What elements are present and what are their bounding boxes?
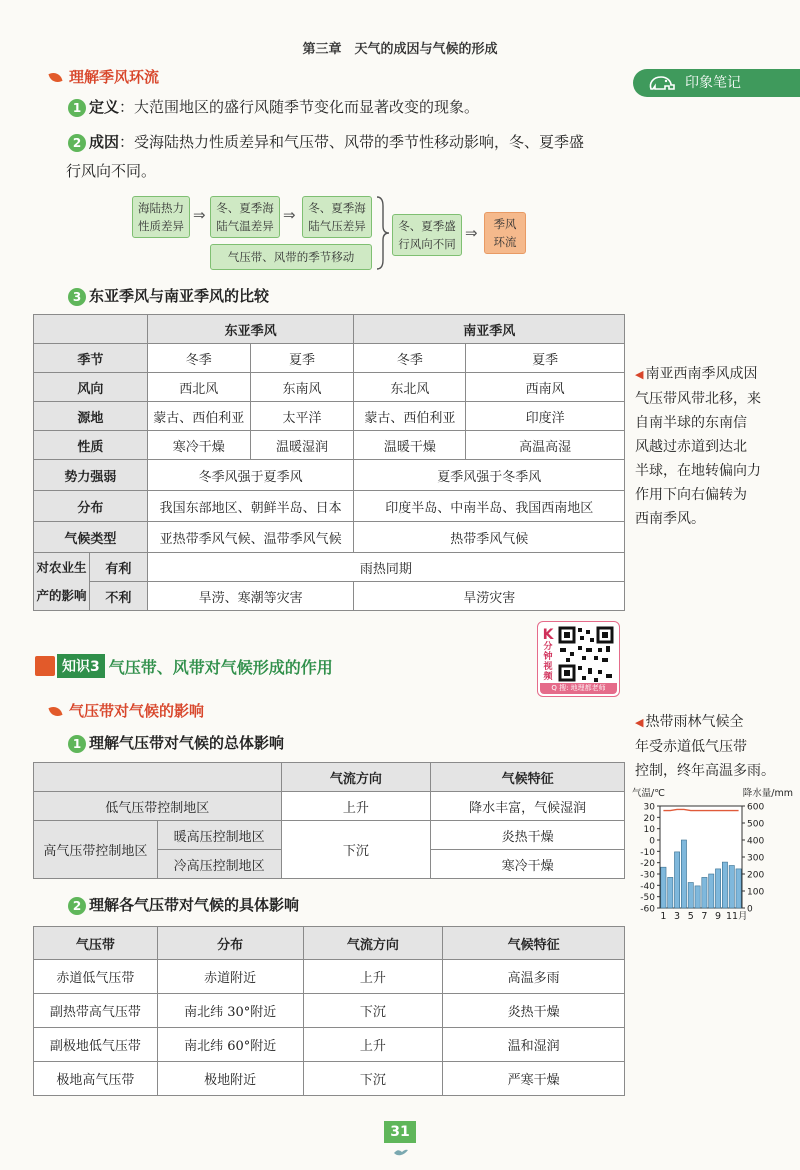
table-row [34, 792, 625, 821]
table-corner [34, 763, 282, 792]
number-badge: 1 [68, 735, 86, 753]
comparison-label: 东亚季风与南亚季风的比较 [89, 287, 270, 305]
table-cell: 严寒干燥 [443, 1062, 625, 1096]
table-row [34, 344, 625, 373]
note-line: 热带雨林气候全 [645, 714, 744, 730]
qr-char: 视 [543, 662, 553, 672]
y-tick-label-left: 30 [643, 802, 655, 813]
table-cell: 上升 [303, 1028, 443, 1062]
table-row [34, 491, 625, 522]
side-note-rainforest [635, 710, 795, 783]
note-line: 西南季风。 [635, 511, 705, 527]
overall-influence-label: 理解气压带对气候的总体影响 [89, 734, 285, 752]
table-cell: 热带季风气候 [354, 522, 625, 553]
table-cell: 西北风 [147, 373, 250, 402]
agri-label-1: 对农业生 [36, 559, 87, 575]
table-cell: 夏季风强于冬季风 [354, 460, 625, 491]
row-label: 势力强弱 [34, 460, 148, 491]
note-tag [633, 69, 800, 97]
y-axis-label-right: 降水量/mm [742, 788, 793, 799]
leaf-icon [48, 70, 62, 84]
table-cell: 赤道低气压带 [34, 960, 158, 994]
cause-label: 成因 [89, 133, 120, 151]
precip-bar-1 [661, 867, 666, 908]
row-label: 冷高压控制地区 [157, 850, 281, 879]
video-qr-code[interactable] [537, 621, 620, 697]
overall-influence-heading [68, 732, 284, 753]
y-tick-label-right: 200 [747, 870, 765, 881]
row-label: 高气压带控制地区 [34, 821, 158, 879]
qr-side-label: K 分 钟 视 频 [542, 627, 554, 682]
y-tick-label-left: -40 [640, 881, 655, 892]
table-cell: 冬季风强于夏季风 [147, 460, 354, 491]
table-cell: 上升 [281, 792, 431, 821]
precip-bar-6 [695, 886, 700, 908]
y-tick-label-right: 500 [747, 819, 765, 830]
precip-bar-10 [722, 862, 727, 908]
table-cell: 副热带高气压带 [34, 994, 158, 1028]
table-cell: 雨热同期 [147, 553, 624, 582]
flow-box-pressure: 冬、夏季海 陆气压差异 [302, 196, 372, 238]
book-icon [35, 656, 55, 676]
flow-box-monsoon: 季风 环流 [484, 212, 526, 254]
table-cell: 炎热干燥 [443, 994, 625, 1028]
row-label: 分布 [34, 491, 148, 522]
qr-footer: Q 搜: 地理都老师 [540, 683, 617, 694]
knowledge-title: 气压带、风带对气候形成的作用 [108, 657, 333, 677]
cause-text-2: 行风向不同。 [66, 162, 157, 180]
table-cell: 赤道附近 [157, 960, 303, 994]
monsoon-title: 理解季风环流 [69, 68, 160, 86]
knowledge-3-header [35, 654, 333, 678]
precip-bar-11 [729, 866, 734, 909]
header-airflow: 气流方向 [281, 763, 431, 792]
monsoon-title-row [50, 66, 159, 87]
agri-label-2: 产的影响 [36, 587, 87, 603]
table-cell: 旱涝灾害 [354, 582, 625, 611]
table-row [34, 553, 625, 582]
precip-bar-9 [715, 869, 720, 908]
double-arrow-icon: ⇒ [193, 206, 206, 224]
qr-char: 分 [543, 642, 553, 652]
table-cell: 寒冷干燥 [431, 850, 625, 879]
table-cell: 高温多雨 [443, 960, 625, 994]
table-cell: 我国东部地区、朝鲜半岛、日本 [147, 491, 354, 522]
table-cell: 温和湿润 [443, 1028, 625, 1062]
y-tick-label-right: 400 [747, 836, 765, 847]
table-row [34, 522, 625, 553]
table-corner [34, 315, 148, 344]
definition-text: ：大范围地区的盛行风随季节变化而显著改变的现象。 [119, 98, 480, 116]
table-row [34, 821, 625, 850]
header-climate: 气候特征 [431, 763, 625, 792]
climate-chart [630, 786, 795, 921]
header-east-asia: 东亚季风 [147, 315, 354, 344]
row-label: 气候类型 [34, 522, 148, 553]
flow-box-land-sea: 海陆热力 性质差异 [132, 196, 190, 238]
table-cell: 下沉 [303, 994, 443, 1028]
number-badge: 2 [68, 897, 86, 915]
specific-influence-heading [68, 894, 299, 915]
note-line: 自南半球的东南信 [635, 415, 747, 431]
note-line: 半球，在地转偏向力 [635, 463, 761, 479]
row-label: 季节 [34, 344, 148, 373]
x-tick-label: 5 [687, 911, 694, 921]
leaf-icon [48, 704, 62, 718]
flow-box-wind-direction: 冬、夏季盛 行风向不同 [392, 214, 462, 256]
y-tick-label-left: -30 [640, 870, 655, 881]
triangle-icon: ◀ [635, 716, 644, 729]
y-tick-label-left: 20 [643, 813, 655, 824]
y-tick-label-left: -20 [640, 859, 655, 870]
table-cell: 东南风 [250, 373, 354, 402]
table-cell: 副极地低气压带 [34, 1028, 158, 1062]
note-line: 控制，终年高温多雨。 [635, 763, 775, 779]
note-tag-label: 印象笔记 [685, 75, 741, 91]
table-cell: 亚热带季风气候、温带季风气候 [147, 522, 354, 553]
monsoon-cause [68, 128, 628, 186]
definition-label: 定义 [89, 98, 120, 116]
table-row [34, 431, 625, 460]
monsoon-definition [68, 93, 479, 122]
table-cell: 冬季 [354, 344, 466, 373]
table-row [34, 1028, 625, 1062]
table-row [34, 960, 625, 994]
table-cell: 降水丰富，气候湿润 [431, 792, 625, 821]
table-cell: 夏季 [250, 344, 354, 373]
brace-icon [374, 196, 392, 270]
y-tick-label-left: 0 [649, 836, 655, 847]
side-note-monsoon [635, 362, 795, 531]
table-row [34, 373, 625, 402]
pressure-overall-table [33, 762, 625, 879]
table-cell: 太平洋 [250, 402, 354, 431]
header-belt: 气压带 [34, 927, 158, 960]
knowledge-tag: 知识3 [57, 654, 105, 678]
precip-bar-3 [674, 852, 679, 908]
y-axis-label-left: 气温/℃ [632, 788, 665, 799]
header-distribution: 分布 [157, 927, 303, 960]
x-tick-label: 11月 [725, 911, 748, 921]
row-label-agriculture [34, 553, 90, 611]
precip-bar-5 [688, 883, 693, 909]
precip-bar-2 [668, 877, 673, 908]
number-badge: 1 [68, 99, 86, 117]
y-tick-label-right: 0 [747, 904, 753, 915]
precip-bar-8 [709, 874, 714, 908]
precip-bar-4 [681, 840, 686, 908]
table-cell: 下沉 [303, 1062, 443, 1096]
note-line: 作用下向右偏转为 [635, 487, 747, 503]
header-airflow: 气流方向 [303, 927, 443, 960]
x-tick-label: 3 [674, 911, 681, 921]
flow-box-belt-shift: 气压带、风带的季节移动 [210, 244, 372, 270]
table-cell: 东北风 [354, 373, 466, 402]
y-tick-label-right: 100 [747, 887, 765, 898]
row-label: 风向 [34, 373, 148, 402]
number-badge: 2 [68, 134, 86, 152]
y-tick-label-right: 600 [747, 802, 765, 813]
triangle-icon: ◀ [635, 368, 644, 381]
table-cell: 南北纬 60°附近 [157, 1028, 303, 1062]
header-south-asia: 南亚季风 [354, 315, 625, 344]
elephant-icon [647, 73, 677, 93]
table-cell: 上升 [303, 960, 443, 994]
flow-box-temperature: 冬、夏季海 陆气温差异 [210, 196, 280, 238]
y-tick-label-left: -50 [640, 893, 655, 904]
table-cell: 高温高湿 [466, 431, 625, 460]
qr-code-icon [558, 626, 614, 682]
qr-char: 钟 [543, 652, 553, 662]
table-cell: 温暖干燥 [354, 431, 466, 460]
precip-bar-7 [702, 877, 707, 908]
cause-text-1: ：受海陆热力性质差异和气压带、风带的季节性移动影响，冬、夏季盛 [119, 133, 585, 151]
specific-influence-label: 理解各气压带对气候的具体影响 [89, 896, 300, 914]
table-row [34, 1062, 625, 1096]
table-cell: 蒙古、西伯利亚 [147, 402, 250, 431]
pressure-belt-table [33, 926, 625, 1096]
y-tick-label-left: 10 [643, 825, 655, 836]
double-arrow-icon: ⇒ [283, 206, 296, 224]
table-cell: 冬季 [147, 344, 250, 373]
table-cell: 西南风 [466, 373, 625, 402]
bird-icon [393, 1146, 409, 1158]
page-number: 31 [384, 1121, 416, 1143]
y-tick-label-right: 300 [747, 853, 765, 864]
table-cell: 夏季 [466, 344, 625, 373]
comparison-heading [68, 285, 269, 306]
note-line: 风越过赤道到达北 [635, 439, 747, 455]
note-line: 南亚西南季风成因 [645, 366, 758, 382]
x-tick-label: 9 [715, 911, 722, 921]
table-row [34, 994, 625, 1028]
table-row [34, 460, 625, 491]
table-cell: 印度半岛、中南半岛、我国西南地区 [354, 491, 625, 522]
x-tick-label: 7 [701, 911, 708, 921]
note-line: 气压带风带北移，来 [635, 391, 761, 407]
y-tick-label-left: -60 [640, 904, 655, 915]
note-line: 年受赤道低气压带 [635, 739, 747, 755]
x-tick-label: 1 [660, 911, 667, 921]
table-cell: 南北纬 30°附近 [157, 994, 303, 1028]
pressure-title: 气压带对气候的影响 [69, 702, 205, 720]
y-tick-label-left: -10 [640, 847, 655, 858]
row-label: 性质 [34, 431, 148, 460]
table-cell: 蒙古、西伯利亚 [354, 402, 466, 431]
table-cell: 温暖湿润 [250, 431, 354, 460]
precip-bar-12 [736, 869, 741, 908]
table-row [34, 582, 625, 611]
table-cell: 印度洋 [466, 402, 625, 431]
row-label: 源地 [34, 402, 148, 431]
table-cell: 下沉 [281, 821, 431, 879]
table-cell: 炎热干燥 [431, 821, 625, 850]
table-cell: 寒冷干燥 [147, 431, 250, 460]
row-label: 暖高压控制地区 [157, 821, 281, 850]
qr-char: 频 [543, 672, 553, 682]
number-badge: 3 [68, 288, 86, 306]
row-label: 低气压带控制地区 [34, 792, 282, 821]
table-cell: 旱涝、寒潮等灾害 [147, 582, 354, 611]
row-label: 不利 [89, 582, 147, 611]
table-row [34, 402, 625, 431]
table-cell: 极地附近 [157, 1062, 303, 1096]
header-climate: 气候特征 [443, 927, 625, 960]
row-label: 有利 [89, 553, 147, 582]
monsoon-comparison-table [33, 314, 625, 611]
pressure-title-row [50, 700, 204, 721]
table-cell: 极地高气压带 [34, 1062, 158, 1096]
double-arrow-icon: ⇒ [465, 224, 478, 242]
chapter-header: 第三章 天气的成因与气候的形成 [302, 42, 498, 57]
